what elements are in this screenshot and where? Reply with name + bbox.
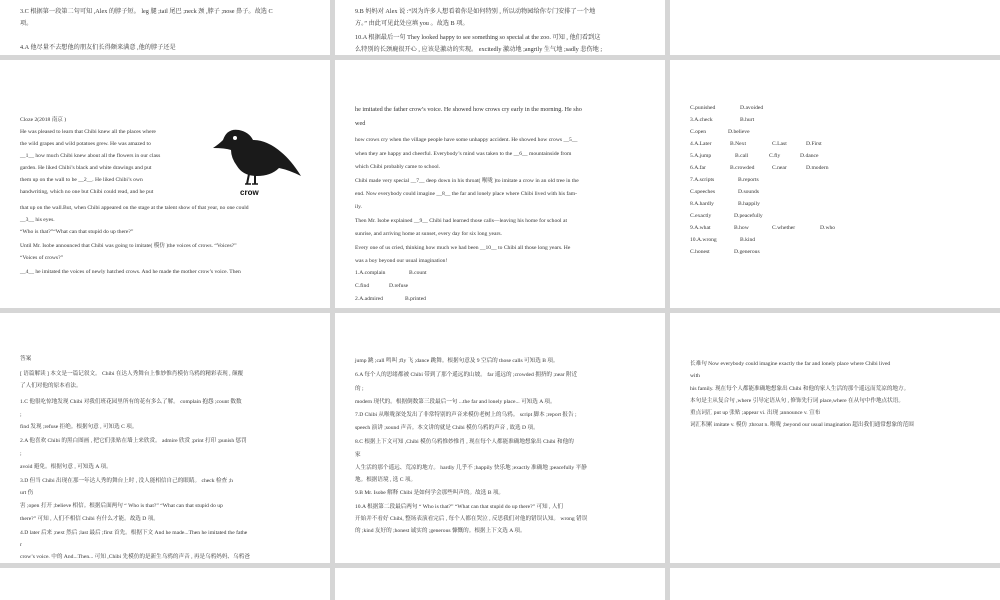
answer-line: 词汇积累 imitate v. 模仿 ;throat n. 喉咙 ;beyond our usual imagination 超出我们通常想象的范围	[690, 422, 914, 428]
page-top-right	[670, 0, 1000, 55]
option: D.generous	[734, 249, 760, 255]
passage-line: Chibi made very special __7__ deep down in his throat( 喉咙 )to imitate a crow in an old tree in the	[355, 178, 579, 184]
page-bottom-middle	[335, 568, 665, 600]
passage-line: wed	[355, 120, 366, 127]
option: D.believe	[728, 129, 750, 135]
option: D.avoided	[740, 105, 764, 111]
option: 2.A.admired	[355, 296, 383, 302]
passage-line: Until Mr. Isobe announced that Chibi was going to imitate( 模仿 )the voices of crows. “Voices?”	[20, 243, 237, 249]
page-answers-2	[335, 313, 665, 563]
passage-line: He was pleased to learn that Chibi knew all the places where	[20, 129, 156, 135]
answer-line: find 发现 ;refuse 拒绝。根据句意 , 可知选 C 项。	[20, 424, 138, 430]
text-line: 10.A 根据最后一句 They looked happy to see something so special at the zoo. 可知 , 他们看到这	[355, 34, 601, 41]
option: 9.A.what	[690, 225, 711, 231]
option: B.happily	[738, 201, 760, 207]
options-list	[690, 102, 835, 258]
option-row	[690, 126, 835, 138]
answer-heading: 答案	[20, 356, 32, 362]
option: D.modern	[806, 165, 829, 171]
answer-line: 1.C 他很吃惊地发现 Chibi 对我们班花园里所有的花有多么了解。 complain 抱怨 ;count 数数	[20, 399, 242, 405]
option: B.kind	[740, 237, 756, 243]
answer-line: crow’s voice. 中的 And...Then... 可知 ,Chibi 先模仿的是新生乌鸦的声音 , 再是乌鸦妈妈、乌鸦爸	[20, 554, 250, 560]
option-row	[690, 222, 835, 234]
answer-line: 害 ;open 打开 ;believe 相信。根据后面两句 “ Who is that?” “What can that stupid do up	[20, 503, 223, 509]
option: 3.A.check	[690, 117, 713, 123]
answer-line: 了人们对他的原本看法。	[20, 383, 82, 389]
answer-line: 人生活的那个遥远、荒凉的地方。 hardly 几乎不 ;happily 快乐地 ;exactly 准确地 ;peacefully 平静	[355, 465, 587, 471]
answer-line: urt 伤	[20, 490, 34, 496]
option: 8.A.hardly	[690, 201, 714, 207]
option: D.sounds	[738, 189, 759, 195]
page-options	[670, 60, 1000, 308]
passage-line: was a boy beyond our usual imagination!	[355, 258, 448, 264]
page-bottom-right	[670, 568, 1000, 600]
passage-line: Every one of us cried, thinking how much we had been __10__ to Chibi all those long years. He	[355, 245, 571, 251]
option-row	[690, 210, 835, 222]
answer-line: 长难句 Now everybody could imagine exactly the far and lonely place where Chibi lived	[690, 361, 891, 367]
passage-line: garden. He liked Chibi’s black and white drawings and put	[20, 165, 152, 171]
option-row	[690, 114, 835, 126]
answer-line: jump 跳 ;call 鸣叫 ;fly 飞 ;dance 跳舞。根据句意及 9 空后的 those calls 可知选 B 项。	[355, 358, 559, 364]
text-line: 项。	[20, 20, 33, 27]
passage-line: he imitated the father crow’s voice. He showed how crows cry early in the morning. He sho	[355, 106, 582, 113]
option: D.First	[806, 141, 822, 147]
passage-title: Cloze 2(2018 南京 )	[20, 117, 67, 123]
answer-line: 10.A 根据第二段最后两句 “ Who is that?” “What can that stupid do up there?” 可知 , 人们	[355, 504, 564, 510]
text-line: 方。” 由此可见此处应填 you 。故选 B 项。	[355, 20, 469, 27]
text-line: 4.A 他尽量不去想他的朋友们长得颇来满意 ,他的脖子还是	[20, 44, 176, 51]
text-line: 3.C 根据第一段第二句可知 ,Alex 的脖子短。 leg 腿 ;tail 尾巴 ;neck 颈 ,脖子 ;nose 鼻子。故选 C	[20, 8, 273, 15]
option: C.Last	[772, 141, 787, 147]
option: B.how	[734, 225, 749, 231]
answer-line: ;	[20, 451, 22, 457]
passage-line: Then Mr. Isobe explained __9__ Chibi had learned those calls—leaving his home for school at	[355, 218, 568, 224]
page-answers-3	[670, 313, 1000, 563]
page-cloze-passage	[0, 60, 330, 308]
answer-line: with	[690, 373, 700, 379]
option-row	[690, 186, 835, 198]
option: 6.A.far	[690, 165, 706, 171]
answer-line: 2.A 他喜欢 Chibi 的黑白图画 , 把它们张贴在墙上来欣赏。 admire 欣赏 ;print 打印 ;punish 惩罚	[20, 438, 247, 444]
page-top-left	[0, 0, 330, 55]
option: D.who	[820, 225, 836, 231]
option: B.crowded	[730, 165, 755, 171]
crow-illustration	[205, 118, 305, 188]
option: C.speeches	[690, 189, 716, 195]
passage-line: when they are happy and cheerful. Everybody’s mind was taken to the __6__ mountainside from	[355, 151, 572, 157]
text-line: 么特别的长颈鹿很开心 , 应该是激动的实现。 excitedly 激动地 ;angrily 生气地 ;sadly 悲伤地 ;	[355, 46, 603, 53]
answer-line: ;	[20, 412, 22, 418]
answer-line: 7.D Chibi 从喉咙深处发出了非常特别的声音来模仿老树上的乌鸦。 script 脚本 ;report 报告 ;	[355, 412, 577, 418]
text-line: 9.B 妈妈对 Alex 说 :“因为许多人想看着你是如何特别 , 所以动物园给你专门安排了一个地	[355, 8, 596, 15]
passage-line: ily.	[355, 204, 362, 210]
answer-line: r	[20, 542, 22, 548]
page-passage-continued	[335, 60, 665, 308]
option-row	[690, 150, 835, 162]
option: D.peacefully	[734, 213, 763, 219]
passage-line: sunrise, and arriving home at sunset, every day for six long years.	[355, 231, 502, 237]
option: C.exactly	[690, 213, 712, 219]
passage-line: which Chibi probably came to school.	[355, 164, 441, 170]
answer-line: 3.D 但当 Chibi 出现在那一年达人秀的舞台上时 , 没人能相信自己的眼睛。 check 检查 ;h	[20, 478, 233, 484]
answer-line: 地。根据语境 , 选 C 项。	[355, 477, 417, 483]
option: C.near	[772, 165, 787, 171]
option: C.fly	[769, 153, 781, 159]
answer-line: 6.A 每个人的思绪都被 Chibi 带到了那个遥远的山坡。 far 遥远的 ;crowded 拥挤的 ;near 附近	[355, 372, 578, 378]
option-row	[690, 102, 835, 114]
passage-line: __4__ he imitated the voices of newly hatched crows. And he made the mother crow’s voice. Then	[20, 269, 241, 275]
option: C.open	[690, 129, 707, 135]
crow-label: crow	[240, 188, 259, 197]
answer-line: 家	[355, 452, 361, 458]
option: 10.A.wrong	[690, 237, 717, 243]
answer-line: his family. 现在每个人都能准确地想象出 Chibi 和他的家人生活的那个遥远而荒凉的地方。	[690, 386, 910, 392]
option: 4.A.Later	[690, 141, 712, 147]
option: D.refuse	[389, 283, 409, 289]
answer-line: there?” 可知 , 人们不相信 Chibi 有什么才能。故选 D 项。	[20, 516, 159, 522]
option: D.dance	[800, 153, 819, 159]
option-row	[690, 234, 835, 246]
option: B.reports	[738, 177, 759, 183]
page-bottom-left	[0, 568, 330, 600]
option: 5.A.jump	[690, 153, 712, 159]
option: B.hurt	[740, 117, 755, 123]
option: C.punished	[690, 105, 716, 111]
option-row	[690, 198, 835, 210]
passage-line: that up on the wall.But, when Chibi appeared on the stage at the talent show of that year, no one could	[20, 205, 249, 211]
passage-line: “Who is that?”“What can that stupid do up there?”	[20, 229, 134, 235]
answer-line: 8.C 根据上下文可知 ,Chibi 模仿乌鸦惟妙惟肖 , 现在每个人都能准确地想象出 Chibi 和他的	[355, 439, 574, 445]
answer-line: avoid 避免。根据句意 , 可知选 A 项。	[20, 464, 112, 470]
passage-line: “Voices of crows?”	[20, 255, 64, 261]
page-answers-1	[0, 313, 330, 563]
answer-line: speech 演讲 ;sound 声音。本文讲的就是 Chibi 模仿乌鸦的声音 , 故选 D 项。	[355, 425, 539, 431]
option-row	[690, 162, 835, 174]
passage-line: __3__ his eyes.	[20, 217, 55, 223]
option: 7.A.scripts	[690, 177, 715, 183]
passage-line: the wild grapes and wild potatoes grew. He was amazed to	[20, 141, 151, 147]
answer-line: 本句是主从复合句 ,where 引导定语从句 , 修饰先行词 place,where 在从句中作地点状语。	[690, 398, 904, 404]
answer-line: 4.D later 后来 ;next 然后 ;last 最后 ;first 首先。根据下文 And he made...Then he imitated the fathe	[20, 530, 248, 536]
option: B.printed	[405, 296, 426, 302]
option-row	[690, 138, 835, 150]
option: C.honest	[690, 249, 710, 255]
page-top-middle	[335, 0, 665, 55]
option: C.find	[355, 283, 370, 289]
passage-line: end. Now everybody could imagine __8__ the far and lonely place where Chibi lived with his fam-	[355, 191, 577, 197]
answer-line: 9.B Mr. Isobe 解释 Chibi 是如何学会那些叫声的。故选 B 项。	[355, 490, 505, 496]
passage-line: them up on the wall to be __2__. He liked Chibi’s own	[20, 177, 143, 183]
answer-line: 开始并不看好 Chibi, 整场表演看完后 , 每个人都在哭泣 , 反思我们对他的错误认知。 wrong 错误	[355, 516, 588, 522]
option: B.call	[735, 153, 749, 159]
option: 1.A.complain	[355, 270, 386, 276]
answer-line: [ 语篇解读 ] 本文是一篇记叙文。 Chibi 在达人秀舞台上惟妙惟肖模仿乌鸦的精彩表现 , 颠覆	[20, 371, 244, 377]
answer-line: 重点词汇 put up 张贴 ;appear vi. 出现 ;announce v. 宣布	[690, 410, 821, 416]
passage-line: handwriting, which no one but Chibi could read, and he put	[20, 189, 154, 195]
answer-line: modern 现代的。根据倒数第三段最后一句 ...the far and lonely place... 可知选 A 项。	[355, 399, 556, 405]
option: C.whether	[772, 225, 796, 231]
option-row	[690, 174, 835, 186]
passage-line: how crows cry when the village people have some unhappy accident. He showed how crows __5__	[355, 137, 578, 143]
option-row	[690, 246, 835, 258]
passage-line: __1__ how much Chibi knew about all the flowers in our class	[20, 153, 161, 159]
option: B.Next	[730, 141, 747, 147]
option: B.count	[409, 270, 427, 276]
answer-line: 的 ;kind 友好的 ;honest 诚实的 ;generous 慷慨的。根据上下文选 A 项。	[355, 528, 526, 534]
answer-line: 的 ;	[355, 386, 364, 392]
